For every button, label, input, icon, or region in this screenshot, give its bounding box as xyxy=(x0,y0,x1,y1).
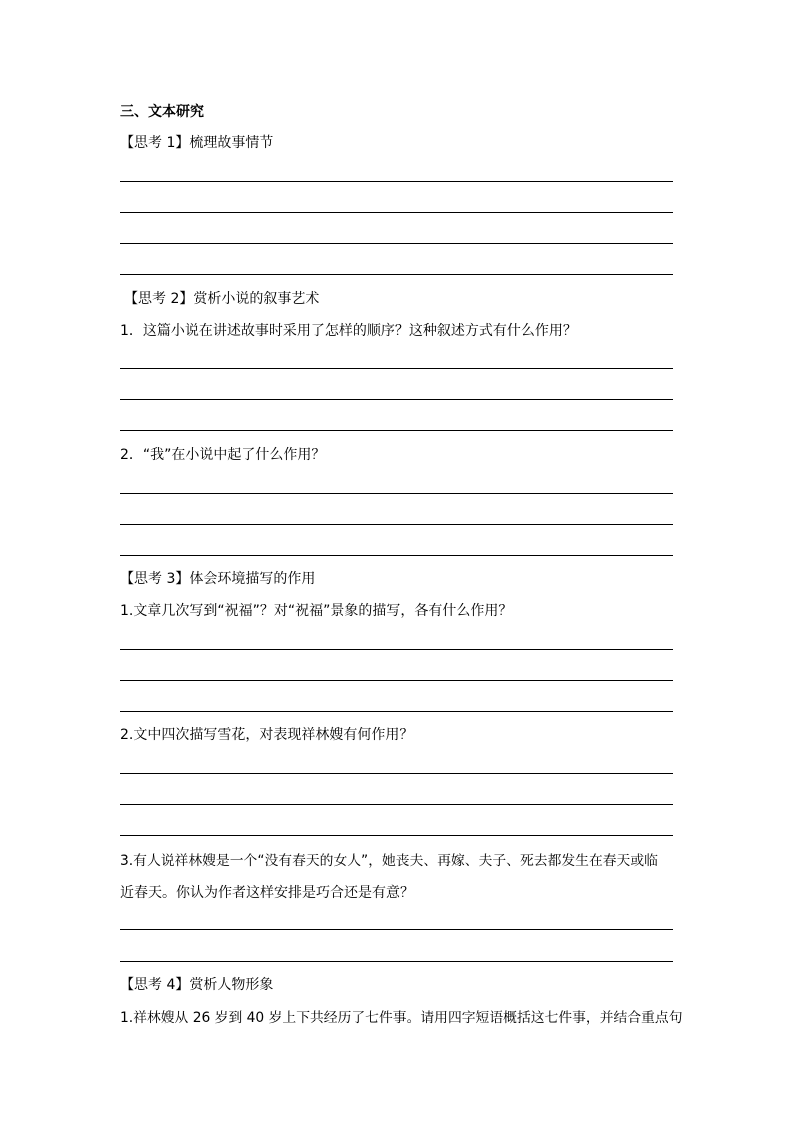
answer-line[interactable] xyxy=(120,399,673,400)
answer-line[interactable] xyxy=(120,493,673,494)
answer-line[interactable] xyxy=(120,649,673,650)
answer-line[interactable] xyxy=(120,430,673,431)
answer-line[interactable] xyxy=(120,555,673,556)
think4-heading: 【思考 4】赏析人物形象 xyxy=(120,977,274,993)
think3-question-2: 2.文中四次描写雪花，对表现祥林嫂有何作用？ xyxy=(120,727,414,743)
think3-question-1: 1.文章几次写到“祝福”？对“祝福”景象的描写，各有什么作用？ xyxy=(120,603,513,619)
think3-question-3-line-1: 3.有人说祥林嫂是一个“没有春天的女人”，她丧夫、再嫁、夫子、死去都发生在春天或临 xyxy=(120,853,658,869)
think2-heading: 【思考 2】赏析小说的叙事艺术 xyxy=(124,291,320,307)
section-title: 三、文本研究 xyxy=(120,104,204,120)
think3-question-3-line-2: 近春天。你认为作者这样安排是巧合还是有意？ xyxy=(120,885,414,901)
answer-line[interactable] xyxy=(120,711,673,712)
think4-question-1-line-1: 1.祥林嫂从 26 岁到 40 岁上下共经历了七件事。请用四字短语概括这七件事，并结合重点句 xyxy=(120,1010,683,1026)
answer-line[interactable] xyxy=(120,961,673,962)
answer-line[interactable] xyxy=(120,243,673,244)
answer-line[interactable] xyxy=(120,368,673,369)
answer-line[interactable] xyxy=(120,181,673,182)
think2-question-1: 1．这篇小说在讲述故事时采用了怎样的顺序？这种叙述方式有什么作用？ xyxy=(120,323,577,339)
answer-line[interactable] xyxy=(120,212,673,213)
answer-line[interactable] xyxy=(120,274,673,275)
answer-line[interactable] xyxy=(120,524,673,525)
answer-line[interactable] xyxy=(120,804,673,805)
answer-line[interactable] xyxy=(120,835,673,836)
answer-line[interactable] xyxy=(120,773,673,774)
answer-line[interactable] xyxy=(120,929,673,930)
think1-heading: 【思考 1】梳理故事情节 xyxy=(120,135,274,151)
think2-question-2: 2．“我”在小说中起了什么作用？ xyxy=(120,447,326,463)
answer-line[interactable] xyxy=(120,680,673,681)
think3-heading: 【思考 3】体会环境描写的作用 xyxy=(120,571,316,587)
